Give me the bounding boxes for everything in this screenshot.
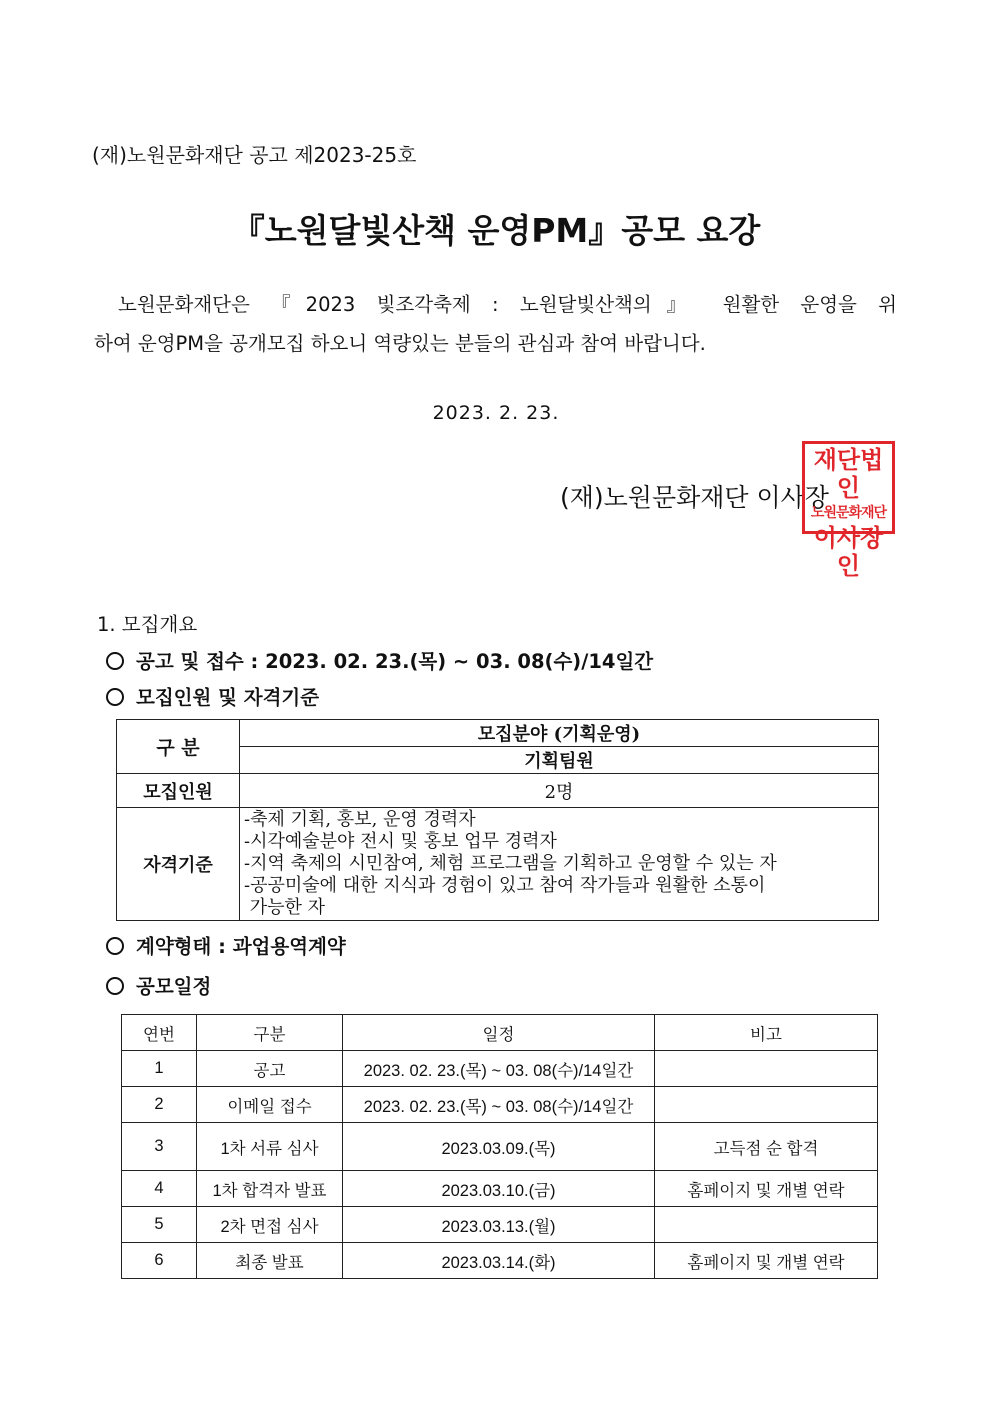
- qualification-item: -공공미술에 대한 지식과 경험이 있고 참여 작가들과 원활한 소통이: [244, 875, 766, 896]
- table-row: [122, 1207, 878, 1243]
- schedule-item: [106, 971, 211, 999]
- row-schedule: 2023.03.14.(화): [343, 1243, 655, 1279]
- row-note: [655, 1051, 878, 1087]
- row-category: 1차 합격자 발표: [197, 1171, 343, 1207]
- header-schedule: 일정: [343, 1015, 655, 1051]
- table-row: [122, 1171, 878, 1207]
- row-note: [655, 1207, 878, 1243]
- recruitment-table: [116, 719, 879, 921]
- row-category: 1차 서류 심사: [197, 1123, 343, 1171]
- qualification-item: -시각예술분야 전시 및 홍보 업무 경력자: [244, 831, 557, 852]
- contract-text: 계약형태 : 과업용역계약: [136, 935, 346, 958]
- header-note: 비고: [655, 1015, 878, 1051]
- intro-paragraph: [94, 285, 897, 363]
- qualification-item: -축제 기획, 홍보, 운영 경력자: [244, 809, 476, 830]
- qualification-list: [240, 808, 879, 921]
- qualification-item: -지역 축제의 시민참여, 체험 프로그램을 기획하고 운영할 수 있는 자: [244, 853, 777, 874]
- intro-line-1: 노원문화재단은 『2023 빛조각축제 : 노원달빛산책의』 원활한 운영을 위: [118, 293, 897, 316]
- circle-bullet-icon: [106, 652, 124, 670]
- headcount-value: 2명: [240, 774, 879, 808]
- row-no: 6: [122, 1243, 197, 1279]
- row-schedule: 2023.03.09.(목): [343, 1123, 655, 1171]
- recruit-item: [106, 682, 319, 710]
- circle-bullet-icon: [106, 688, 124, 706]
- row-category: 2차 면접 심사: [197, 1207, 343, 1243]
- seal-line-2: 노원문화재단: [810, 505, 887, 521]
- row-no: 1: [122, 1051, 197, 1087]
- official-seal: [802, 441, 895, 580]
- row-schedule: 2023. 02. 23.(목) ~ 03. 08(수)/14일간: [343, 1051, 655, 1087]
- position-label: 기획팀원: [240, 747, 879, 774]
- table-row: [122, 1123, 878, 1171]
- category-label: 구 분: [117, 720, 240, 774]
- qualification-label: 자격기준: [117, 808, 240, 921]
- row-note: 홈페이지 및 개별 연락: [655, 1171, 878, 1207]
- schedule-table: [121, 1014, 878, 1279]
- header-category: 구분: [197, 1015, 343, 1051]
- row-no: 5: [122, 1207, 197, 1243]
- field-label: 모집분야 (기획운영): [240, 720, 879, 747]
- reception-text: 공고 및 접수 : 2023. 02. 23.(목) ~ 03. 08(수)/14일간: [136, 650, 654, 673]
- section-heading: 1. 모집개요: [97, 613, 198, 636]
- row-category: 공고: [197, 1051, 343, 1087]
- row-no: 3: [122, 1123, 197, 1171]
- circle-bullet-icon: [106, 937, 124, 955]
- row-schedule: 2023.03.13.(월): [343, 1207, 655, 1243]
- contract-item: [106, 931, 346, 959]
- recruit-text: 모집인원 및 자격기준: [136, 686, 320, 709]
- table-row: [122, 1087, 878, 1123]
- reception-item: [106, 646, 653, 674]
- row-note: [655, 1087, 878, 1123]
- seal-line-3: 이사장인: [813, 524, 884, 580]
- qualification-item: 가능한 자: [244, 897, 325, 918]
- row-category: 최종 발표: [197, 1243, 343, 1279]
- row-no: 4: [122, 1171, 197, 1207]
- table-row: [122, 1051, 878, 1087]
- schedule-text: 공모일정: [136, 975, 212, 998]
- signature: (재)노원문화재단 이사장: [560, 483, 829, 512]
- row-category: 이메일 접수: [197, 1087, 343, 1123]
- announcement-date: 2023. 2. 23.: [432, 402, 560, 424]
- table-row: [122, 1243, 878, 1279]
- header-no: 연번: [122, 1015, 197, 1051]
- circle-bullet-icon: [106, 977, 124, 995]
- intro-line-2: 하여 운영PM을 공개모집 하오니 역량있는 분들의 관심과 참여 바랍니다.: [94, 332, 706, 355]
- page-title: 『노원달빛산책 운영PM』공모 요강: [231, 211, 761, 250]
- headcount-label: 모집인원: [117, 774, 240, 808]
- row-no: 2: [122, 1087, 197, 1123]
- row-schedule: 2023. 02. 23.(목) ~ 03. 08(수)/14일간: [343, 1087, 655, 1123]
- notice-number: (재)노원문화재단 공고 제2023-25호: [92, 143, 417, 167]
- row-note: 고득점 순 합격: [655, 1123, 878, 1171]
- row-schedule: 2023.03.10.(금): [343, 1171, 655, 1207]
- seal-line-1: 재단법인: [813, 446, 884, 502]
- row-note: 홈페이지 및 개별 연락: [655, 1243, 878, 1279]
